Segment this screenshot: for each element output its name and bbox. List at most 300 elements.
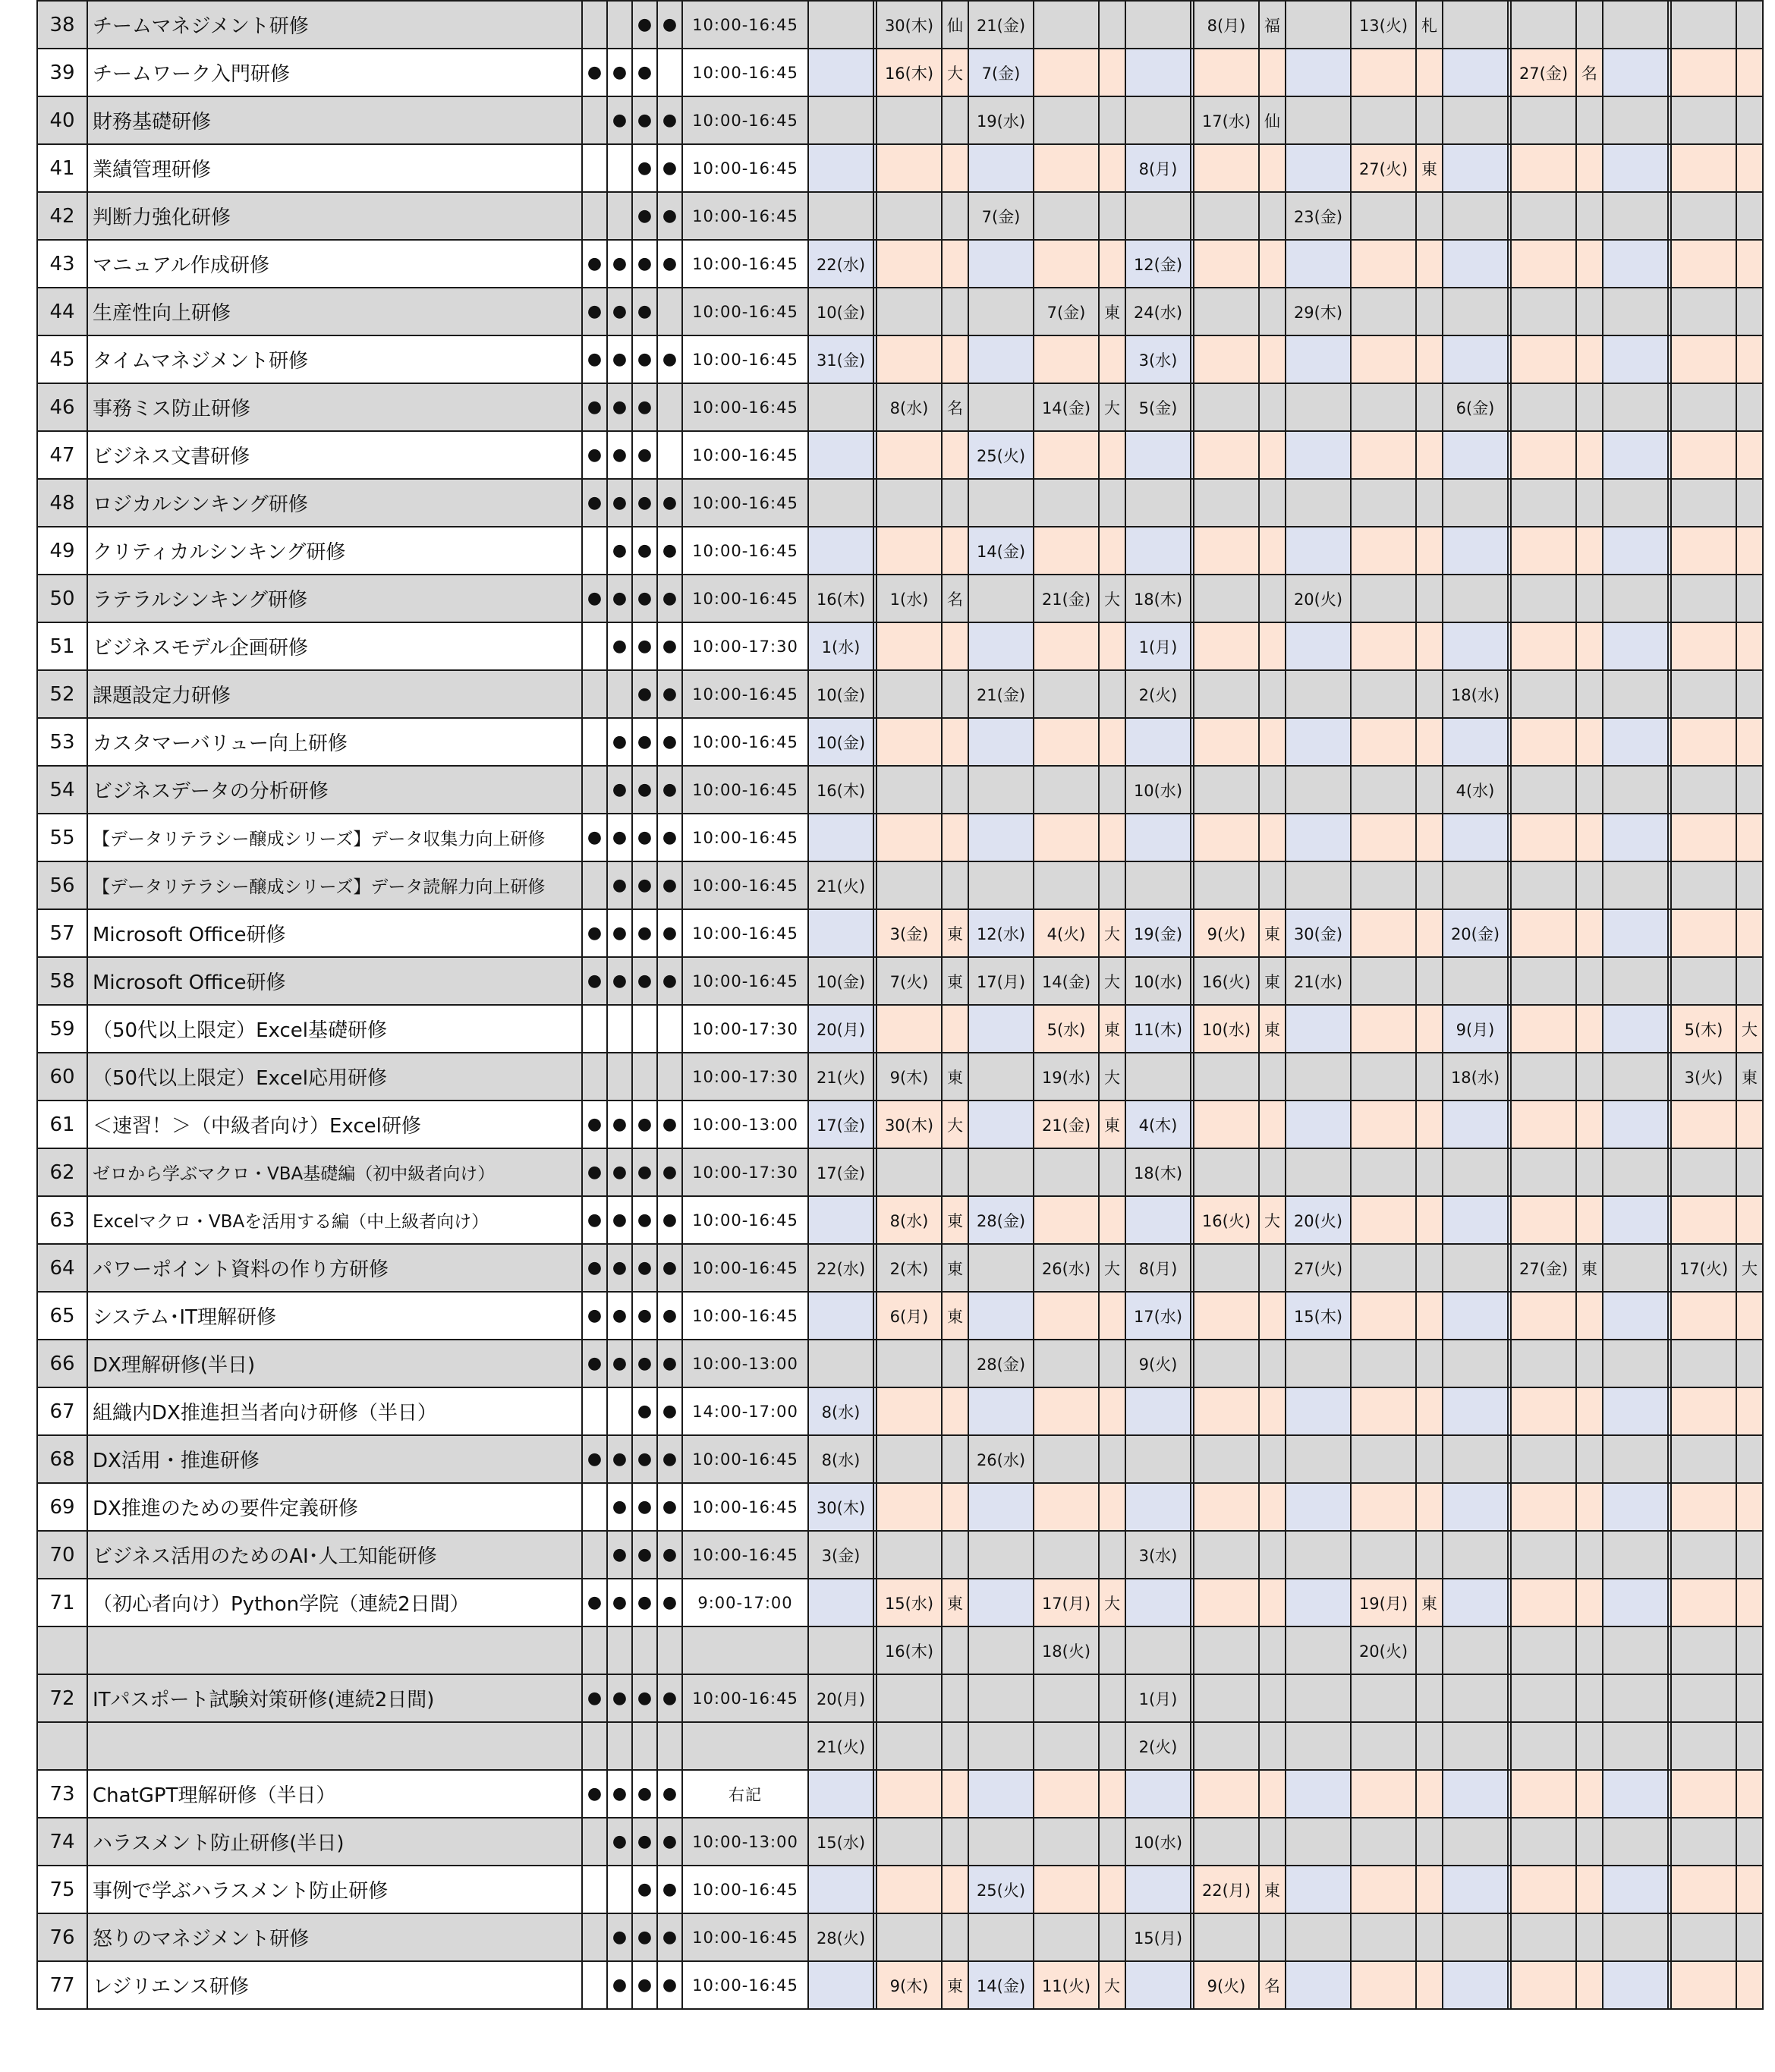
venue-cell (1286, 1435, 1351, 1483)
course-number: 77 (37, 1961, 87, 2009)
venue-cell (942, 527, 968, 575)
venue-cell (1576, 1770, 1603, 1818)
session-time: 10:00-16:45 (682, 814, 808, 861)
course-name: ビジネスモデル企画研修 (87, 622, 582, 670)
venue-cell (1416, 1435, 1443, 1483)
course-name: Excelマクロ・VBAを活用する編（中上級者向け） (87, 1196, 582, 1244)
date-cell: 27(金) (1511, 49, 1576, 96)
venue-cell: 16(火) (1194, 957, 1259, 1005)
venue-cell (1286, 718, 1351, 766)
course-name: 【データリテラシー醸成シリーズ】データ読解力向上研修 (87, 861, 582, 909)
venue-cell: 大 (942, 1101, 968, 1148)
date-cell (1603, 1674, 1668, 1722)
venue-cell: 18(火) (1034, 1626, 1099, 1674)
date-cell (1603, 240, 1668, 288)
venue-cell: 26(水) (1034, 1244, 1099, 1292)
date-cell (1603, 1053, 1668, 1101)
date-cell (876, 622, 942, 670)
date-cell: 7(金) (968, 49, 1034, 96)
date-cell (1511, 1053, 1576, 1101)
venue-cell (942, 861, 968, 909)
date-cell: 21(火) (808, 1053, 873, 1101)
venue-cell (1125, 1770, 1191, 1818)
date-cell (1443, 1531, 1508, 1579)
venue-cell (1286, 1961, 1351, 2009)
date-cell (1443, 1770, 1508, 1818)
course-number: 70 (37, 1531, 87, 1579)
date-cell: 30(木) (808, 1483, 873, 1531)
date-cell (1511, 479, 1576, 527)
date-cell (1511, 527, 1576, 575)
target-mark: ● (632, 1340, 657, 1387)
table-row (37, 861, 1763, 909)
date-cell (808, 1770, 873, 1818)
target-mark: ● (632, 1818, 657, 1866)
session-time: 10:00-16:45 (682, 288, 808, 335)
date-cell: 10(金) (808, 670, 873, 718)
target-mark (657, 1005, 682, 1053)
target-mark: ● (607, 1579, 632, 1626)
session-time: 10:00-16:45 (682, 383, 808, 431)
session-time: 10:00-13:00 (682, 1340, 808, 1387)
venue-cell (1736, 1, 1763, 49)
date-cell (1511, 1148, 1576, 1196)
table-row (37, 766, 1763, 814)
venue-cell: 19(金) (1125, 909, 1191, 957)
target-mark: ● (582, 288, 607, 335)
venue-cell: 大 (1736, 1244, 1763, 1292)
target-mark (582, 1722, 607, 1770)
venue-cell (942, 1483, 968, 1531)
venue-cell (1034, 240, 1099, 288)
target-mark: ● (632, 575, 657, 622)
venue-cell: 5(水) (1034, 1005, 1099, 1053)
venue-cell (1034, 1148, 1099, 1196)
date-cell (876, 670, 942, 718)
target-mark (657, 1626, 682, 1674)
venue-cell (1286, 383, 1351, 431)
date-cell (1671, 1531, 1736, 1579)
date-cell (1603, 622, 1668, 670)
date-cell (1351, 1913, 1416, 1961)
date-cell (1443, 96, 1508, 144)
venue-cell (1194, 240, 1259, 288)
venue-cell (942, 1722, 968, 1770)
date-cell (1511, 718, 1576, 766)
date-cell (1099, 335, 1125, 383)
date-cell (1443, 335, 1508, 383)
venue-cell (942, 718, 968, 766)
date-cell (1671, 1961, 1736, 2009)
session-time: 10:00-16:45 (682, 1483, 808, 1531)
date-cell (1259, 1101, 1286, 1148)
venue-cell (1194, 861, 1259, 909)
venue-cell (1576, 192, 1603, 240)
venue-cell: 東 (942, 957, 968, 1005)
course-number: 55 (37, 814, 87, 861)
date-cell (1671, 575, 1736, 622)
course-number: 74 (37, 1818, 87, 1866)
venue-cell (1125, 718, 1191, 766)
date-cell (1099, 1531, 1125, 1579)
target-mark: ● (632, 1913, 657, 1961)
venue-cell (1034, 144, 1099, 192)
venue-cell (1736, 1722, 1763, 1770)
date-cell (1443, 957, 1508, 1005)
date-cell (1259, 718, 1286, 766)
date-cell (968, 1913, 1034, 1961)
date-cell (1259, 670, 1286, 718)
date-cell (1671, 1722, 1736, 1770)
course-number: 71 (37, 1579, 87, 1626)
date-cell (1603, 383, 1668, 431)
venue-cell (1416, 1626, 1443, 1674)
date-cell (1671, 527, 1736, 575)
date-cell (1511, 957, 1576, 1005)
target-mark: ● (632, 861, 657, 909)
target-mark (607, 1053, 632, 1101)
course-name: システム･IT理解研修 (87, 1292, 582, 1340)
target-mark (582, 1531, 607, 1579)
date-cell (1351, 49, 1416, 96)
venue-cell (1286, 527, 1351, 575)
venue-cell (1416, 1292, 1443, 1340)
date-cell (808, 144, 873, 192)
date-cell: 19(水) (968, 96, 1034, 144)
session-time: 10:00-13:00 (682, 1818, 808, 1866)
target-mark: ● (632, 1531, 657, 1579)
course-number: 59 (37, 1005, 87, 1053)
target-mark: ● (657, 718, 682, 766)
venue-cell (1125, 1483, 1191, 1531)
venue-cell (942, 288, 968, 335)
date-cell (1511, 1913, 1576, 1961)
date-cell (808, 49, 873, 96)
course-name: （初心者向け）Python学院（連続2日間） (87, 1579, 582, 1626)
target-mark: ● (582, 431, 607, 479)
course-name: チームマネジメント研修 (87, 1, 582, 49)
course-name: 判断力強化研修 (87, 192, 582, 240)
date-cell (1443, 1579, 1508, 1626)
date-cell: 16(木) (808, 766, 873, 814)
course-number: 52 (37, 670, 87, 718)
course-name: ビジネス活用のためのAI･人工知能研修 (87, 1531, 582, 1579)
date-cell (1511, 288, 1576, 335)
date-cell (1671, 1196, 1736, 1244)
venue-cell (1576, 861, 1603, 909)
date-cell (1511, 1005, 1576, 1053)
date-cell (1351, 622, 1416, 670)
date-cell (1351, 1435, 1416, 1483)
date-cell (1603, 1483, 1668, 1531)
venue-cell (1034, 766, 1099, 814)
target-mark (607, 1626, 632, 1674)
date-cell (1259, 814, 1286, 861)
session-time: 10:00-16:45 (682, 1435, 808, 1483)
venue-cell (1194, 383, 1259, 431)
venue-cell (1286, 1818, 1351, 1866)
date-cell (1511, 1961, 1576, 2009)
date-cell (1511, 431, 1576, 479)
venue-cell (1125, 861, 1191, 909)
date-cell: 15(水) (808, 1818, 873, 1866)
target-mark (582, 622, 607, 670)
target-mark: ● (582, 1579, 607, 1626)
date-cell (1511, 575, 1576, 622)
date-cell (876, 1722, 942, 1770)
course-number: 57 (37, 909, 87, 957)
table-row (37, 622, 1763, 670)
venue-cell (1416, 1770, 1443, 1818)
course-number: 69 (37, 1483, 87, 1531)
date-cell (1671, 814, 1736, 861)
target-mark (632, 1053, 657, 1101)
target-mark: ● (657, 527, 682, 575)
venue-cell (1736, 431, 1763, 479)
training-schedule-table (36, 0, 1764, 2010)
target-mark: ● (582, 335, 607, 383)
target-mark (607, 1722, 632, 1770)
date-cell: 大 (1099, 1053, 1125, 1101)
date-cell (876, 1435, 942, 1483)
date-cell: 22(水) (808, 240, 873, 288)
date-cell (876, 192, 942, 240)
target-mark: ● (607, 335, 632, 383)
date-cell (808, 1866, 873, 1913)
venue-cell (1576, 1005, 1603, 1053)
venue-cell (1416, 527, 1443, 575)
course-name: マニュアル作成研修 (87, 240, 582, 288)
date-cell (1671, 957, 1736, 1005)
date-cell (1443, 622, 1508, 670)
date-cell (1603, 1244, 1668, 1292)
table-row (37, 1101, 1763, 1148)
venue-cell (1034, 1292, 1099, 1340)
venue-cell (1194, 1292, 1259, 1340)
venue-cell (1416, 1866, 1443, 1913)
date-cell: 大 (1099, 1961, 1125, 2009)
venue-cell (1416, 1244, 1443, 1292)
venue-cell (942, 1340, 968, 1387)
date-cell (1259, 527, 1286, 575)
date-cell (1259, 335, 1286, 383)
venue-cell (1576, 909, 1603, 957)
target-mark: ● (657, 1101, 682, 1148)
venue-cell (1736, 1866, 1763, 1913)
venue-cell (1286, 1483, 1351, 1531)
target-mark: ● (657, 192, 682, 240)
date-cell (1603, 1196, 1668, 1244)
session-time: 10:00-16:45 (682, 861, 808, 909)
date-cell (968, 1579, 1034, 1626)
date-cell: 8(水) (808, 1387, 873, 1435)
course-name: 事務ミス防止研修 (87, 383, 582, 431)
table-row (37, 1722, 1763, 1770)
venue-cell (1736, 1196, 1763, 1244)
course-number: 60 (37, 1053, 87, 1101)
target-mark: ● (632, 527, 657, 575)
venue-cell (1736, 1387, 1763, 1435)
venue-cell (1416, 1818, 1443, 1866)
date-cell (1671, 144, 1736, 192)
venue-cell (1576, 1, 1603, 49)
venue-cell: 仙 (942, 1, 968, 49)
course-number: 63 (37, 1196, 87, 1244)
target-mark: ● (632, 1579, 657, 1626)
target-mark (582, 1866, 607, 1913)
date-cell (1511, 1626, 1576, 1674)
course-number: 73 (37, 1770, 87, 1818)
date-cell (808, 1292, 873, 1340)
date-cell (968, 383, 1034, 431)
date-cell (1351, 1148, 1416, 1196)
venue-cell (1194, 670, 1259, 718)
date-cell (1443, 527, 1508, 575)
date-cell (1443, 1, 1508, 49)
date-cell (1259, 1722, 1286, 1770)
venue-cell (1194, 1101, 1259, 1148)
date-cell (968, 1244, 1034, 1292)
date-cell (1099, 1818, 1125, 1866)
date-cell (1511, 1292, 1576, 1340)
venue-cell (1125, 814, 1191, 861)
target-mark: ● (657, 575, 682, 622)
venue-cell (942, 1387, 968, 1435)
date-cell: 20(火) (1351, 1626, 1416, 1674)
date-cell (1259, 479, 1286, 527)
date-cell (1443, 814, 1508, 861)
target-mark (582, 527, 607, 575)
date-cell (876, 1818, 942, 1866)
venue-cell (1125, 1435, 1191, 1483)
course-name: 組織内DX推進担当者向け研修（半日） (87, 1387, 582, 1435)
venue-cell (1194, 527, 1259, 575)
venue-cell (1194, 1483, 1259, 1531)
date-cell (1671, 49, 1736, 96)
date-cell (876, 1913, 942, 1961)
date-cell (1259, 1244, 1286, 1292)
date-cell (1511, 814, 1576, 861)
venue-cell: 東 (1416, 144, 1443, 192)
venue-cell (1736, 1483, 1763, 1531)
date-cell (1351, 335, 1416, 383)
date-cell (1099, 144, 1125, 192)
table-row (37, 1196, 1763, 1244)
course-name: DX推進のための要件定義研修 (87, 1483, 582, 1531)
venue-cell (1736, 240, 1763, 288)
date-cell (1259, 383, 1286, 431)
date-cell (1099, 1196, 1125, 1244)
date-cell (1511, 192, 1576, 240)
date-cell: 6(金) (1443, 383, 1508, 431)
date-cell (968, 766, 1034, 814)
session-time: 10:00-16:45 (682, 335, 808, 383)
venue-cell (1416, 49, 1443, 96)
date-cell: 10(金) (808, 718, 873, 766)
target-mark: ● (632, 814, 657, 861)
target-mark: ● (582, 814, 607, 861)
date-cell (1351, 1244, 1416, 1292)
date-cell (1443, 479, 1508, 527)
date-cell (1259, 1913, 1286, 1961)
venue-cell (1194, 1244, 1259, 1292)
date-cell (1351, 288, 1416, 335)
date-cell (1603, 957, 1668, 1005)
date-cell (808, 1340, 873, 1387)
venue-cell (1576, 814, 1603, 861)
venue-cell (1034, 1913, 1099, 1961)
venue-cell (1286, 1770, 1351, 1818)
venue-cell (1736, 1148, 1763, 1196)
venue-cell (1736, 1913, 1763, 1961)
venue-cell (1034, 1722, 1099, 1770)
date-cell (1443, 49, 1508, 96)
date-cell (1259, 431, 1286, 479)
date-cell: 3(金) (876, 909, 942, 957)
venue-cell (1736, 1292, 1763, 1340)
target-mark: ● (582, 1196, 607, 1244)
date-cell (1351, 861, 1416, 909)
date-cell (1099, 431, 1125, 479)
session-time: 10:00-16:45 (682, 766, 808, 814)
session-time: 10:00-16:45 (682, 1531, 808, 1579)
target-mark: ● (582, 1292, 607, 1340)
date-cell (1511, 909, 1576, 957)
session-time: 10:00-16:45 (682, 240, 808, 288)
venue-cell: 18(木) (1125, 1148, 1191, 1196)
venue-cell: 10(水) (1194, 1005, 1259, 1053)
venue-cell: 東 (942, 1579, 968, 1626)
venue-cell (1034, 622, 1099, 670)
date-cell: 13(火) (1351, 1, 1416, 49)
target-mark: ● (657, 1961, 682, 2009)
table-row (37, 1387, 1763, 1435)
date-cell (1511, 335, 1576, 383)
date-cell: 30(木) (876, 1, 942, 49)
target-mark (582, 670, 607, 718)
venue-cell (1416, 431, 1443, 479)
target-mark (632, 1626, 657, 1674)
venue-cell (1194, 622, 1259, 670)
venue-cell (1416, 1674, 1443, 1722)
date-cell (808, 1579, 873, 1626)
date-cell (1099, 1435, 1125, 1483)
venue-cell (942, 240, 968, 288)
target-mark: ● (607, 1435, 632, 1483)
target-mark: ● (607, 96, 632, 144)
target-mark: ● (607, 1531, 632, 1579)
venue-cell (1576, 1722, 1603, 1770)
date-cell (1259, 1626, 1286, 1674)
target-mark: ● (607, 479, 632, 527)
venue-cell (942, 1866, 968, 1913)
target-mark: ● (657, 1, 682, 49)
venue-cell (1736, 96, 1763, 144)
date-cell (1443, 1913, 1508, 1961)
session-time: 9:00-17:00 (682, 1579, 808, 1626)
date-cell (1671, 1770, 1736, 1818)
session-time: 10:00-16:45 (682, 1244, 808, 1292)
date-cell (1099, 96, 1125, 144)
date-cell (1351, 814, 1416, 861)
date-cell (1259, 622, 1286, 670)
date-cell (1259, 1053, 1286, 1101)
venue-cell (1125, 1866, 1191, 1913)
venue-cell (1194, 1148, 1259, 1196)
target-mark: ● (632, 479, 657, 527)
venue-cell (1286, 1626, 1351, 1674)
date-cell: 大 (1099, 909, 1125, 957)
